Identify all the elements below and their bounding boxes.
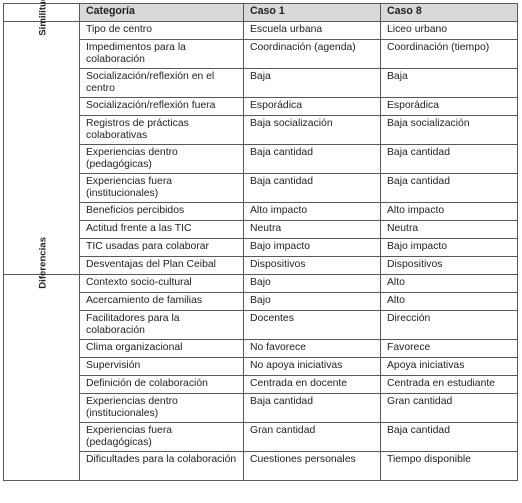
group-label: [37, 24, 49, 36]
table-row: [4, 340, 518, 358]
caso-1-cell: Neutra: [244, 221, 381, 239]
table-row: [4, 358, 518, 376]
category-cell: Definición de colaboración: [80, 376, 244, 394]
category-cell: Socialización/reflexión en el centro: [80, 69, 244, 98]
caso-1-cell: Alto impacto: [244, 203, 381, 221]
table-row: [4, 239, 518, 257]
category-cell: Beneficios percibidos: [80, 203, 244, 221]
caso-8-cell: Baja cantidad: [381, 145, 518, 174]
caso-8-cell: Alto: [381, 275, 518, 293]
category-cell: Tipo de centro: [80, 22, 244, 40]
category-cell: Registros de prácticas colaborativas: [80, 116, 244, 145]
category-cell: Socialización/reflexión fuera: [80, 98, 244, 116]
caso-1-cell: Esporádica: [244, 98, 381, 116]
caso-8-cell: Baja cantidad: [381, 174, 518, 203]
caso-1-cell: Bajo: [244, 293, 381, 311]
category-cell: Dificultades para la colaboración: [80, 452, 244, 481]
caso-1-cell: Bajo impacto: [244, 239, 381, 257]
category-cell: Facilitadores para la colaboración: [80, 311, 244, 340]
table-row: [4, 311, 518, 340]
comparison-table: [3, 3, 518, 481]
caso-8-cell: Alto impacto: [381, 203, 518, 221]
category-cell: Actitud frente a las TIC: [80, 221, 244, 239]
group-cell-diferencias: [4, 237, 80, 481]
caso-1-cell: Baja socialización: [244, 116, 381, 145]
category-cell: Experiencias dentro (institucionales): [80, 394, 244, 423]
caso-8-cell: Baja: [381, 69, 518, 98]
category-cell: TIC usadas para colaborar: [80, 239, 244, 257]
header-caso-8: Caso 8: [381, 4, 518, 22]
caso-8-cell: Favorece: [381, 340, 518, 358]
caso-8-cell: Alto: [381, 293, 518, 311]
category-cell: Impedimentos para la colaboración: [80, 40, 244, 69]
table-row: [4, 376, 518, 394]
caso-8-cell: Gran cantidad: [381, 394, 518, 423]
table-row: [4, 257, 518, 275]
caso-1-cell: Escuela urbana: [244, 22, 381, 40]
header-caso-1: Caso 1: [244, 4, 381, 22]
caso-8-cell: Centrada en estudiante: [381, 376, 518, 394]
caso-1-cell: No apoya iniciativas: [244, 358, 381, 376]
caso-1-cell: Baja: [244, 69, 381, 98]
table-row: [4, 40, 518, 69]
category-cell: Supervisión: [80, 358, 244, 376]
category-cell: Contexto socio-cultural: [80, 275, 244, 293]
table-row: [4, 423, 518, 452]
caso-8-cell: Dirección: [381, 311, 518, 340]
table-row: [4, 145, 518, 174]
table-row: [4, 203, 518, 221]
caso-8-cell: Dispositivos: [381, 257, 518, 275]
caso-1-cell: Baja cantidad: [244, 394, 381, 423]
caso-8-cell: Esporádica: [381, 98, 518, 116]
table-row: [4, 22, 518, 40]
category-cell: Experiencias dentro (pedagógicas): [80, 145, 244, 174]
caso-8-cell: Apoya iniciativas: [381, 358, 518, 376]
category-cell: Clima organizacional: [80, 340, 244, 358]
caso-8-cell: Neutra: [381, 221, 518, 239]
table-row: [4, 69, 518, 98]
table-row: [4, 452, 518, 481]
category-cell: Experiencias fuera (pedagógicas): [80, 423, 244, 452]
table-row: [4, 221, 518, 239]
caso-1-cell: Baja cantidad: [244, 174, 381, 203]
table-row: [4, 116, 518, 145]
caso-1-cell: Cuestiones personales: [244, 452, 381, 481]
group-label: Diferencias: [36, 237, 48, 289]
table-row: [4, 293, 518, 311]
caso-8-cell: Coordinación (tiempo): [381, 40, 518, 69]
category-cell: Acercamiento de familias: [80, 293, 244, 311]
caso-8-cell: Baja cantidad: [381, 423, 518, 452]
table-row: [4, 98, 518, 116]
caso-8-cell: Bajo impacto: [381, 239, 518, 257]
category-cell: Experiencias fuera (institucionales): [80, 174, 244, 203]
caso-1-cell: Centrada en docente: [244, 376, 381, 394]
caso-1-cell: Baja cantidad: [244, 145, 381, 174]
table-row: [4, 174, 518, 203]
caso-8-cell: Baja socialización: [381, 116, 518, 145]
table-row: [4, 275, 518, 293]
caso-1-cell: Bajo: [244, 275, 381, 293]
caso-1-cell: No favorece: [244, 340, 381, 358]
caso-1-cell: Docentes: [244, 311, 381, 340]
header-row: [4, 4, 518, 22]
caso-8-cell: Tiempo disponible: [381, 452, 518, 481]
caso-1-cell: Coordinación (agenda): [244, 40, 381, 69]
caso-8-cell: Liceo urbano: [381, 22, 518, 40]
header-categoria: Categoría: [80, 4, 244, 22]
category-cell: Desventajas del Plan Ceibal: [80, 257, 244, 275]
caso-1-cell: Gran cantidad: [244, 423, 381, 452]
table-row: [4, 394, 518, 423]
caso-1-cell: Dispositivos: [244, 257, 381, 275]
